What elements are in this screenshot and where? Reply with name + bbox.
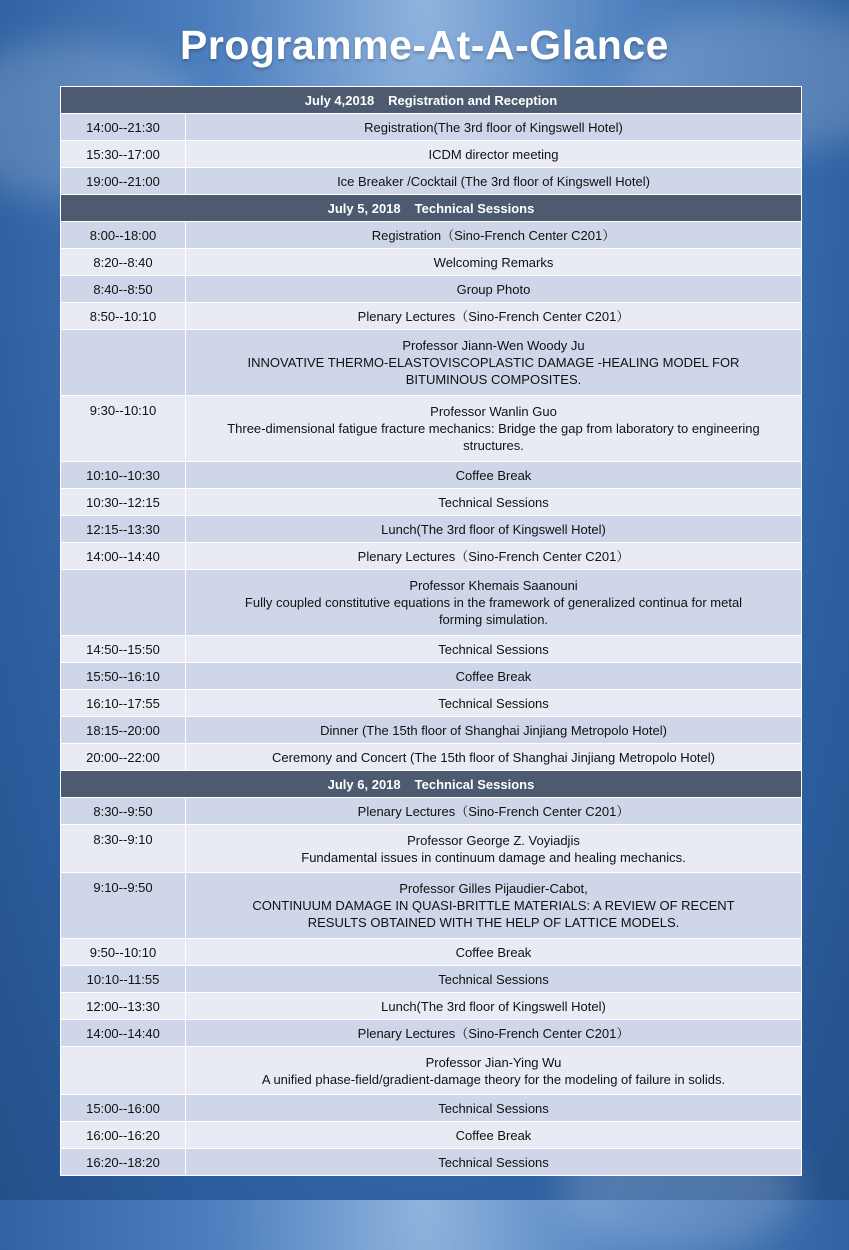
time-cell: 16:10--17:55 [61, 690, 186, 717]
lecture-title-line: forming simulation. [438, 612, 549, 627]
schedule-row [61, 1095, 802, 1122]
lecture-title-line: Fundamental issues in continuum damage and healing mechanics. [301, 849, 686, 865]
day-header-cell [61, 87, 802, 114]
event-text: Technical Sessions [438, 1100, 549, 1116]
schedule-row [61, 543, 802, 570]
schedule-row [61, 1122, 802, 1149]
event-cell [186, 303, 802, 330]
lecture-title-line: BITUMINOUS COMPOSITES. [405, 372, 582, 387]
schedule-row [61, 636, 802, 663]
schedule-row [61, 114, 802, 141]
event-cell [186, 717, 802, 744]
schedule-row [61, 570, 802, 636]
event-cell [186, 1020, 802, 1047]
event-text: ICDM director meeting [428, 146, 559, 162]
schedule-row [61, 1020, 802, 1047]
event-cell [186, 1095, 802, 1122]
day-header [61, 87, 802, 114]
schedule-row [61, 1047, 802, 1095]
lecture-title-line: RESULTS OBTAINED WITH THE HELP OF LATTICE MODELS. [307, 915, 680, 930]
event-cell [186, 993, 802, 1020]
schedule-row [61, 249, 802, 276]
schedule-row [61, 396, 802, 462]
event-cell [186, 1122, 802, 1149]
event-text: Technical Sessions [438, 641, 549, 657]
schedule-row [61, 939, 802, 966]
event-cell [186, 663, 802, 690]
schedule-row [61, 690, 802, 717]
event-text: Technical Sessions [438, 971, 549, 987]
event-cell [186, 690, 802, 717]
event-cell [186, 249, 802, 276]
day-date: July 4,2018 [304, 92, 375, 108]
time-cell: 10:30--12:15 [61, 489, 186, 516]
time-cell: 8:30--9:10 [61, 825, 186, 873]
event-text: Registration(The 3rd floor of Kingswell Hotel) [364, 119, 623, 135]
day-header-cell [61, 771, 802, 798]
event-cell [186, 570, 802, 636]
programme-body [61, 87, 802, 1176]
speaker-name: Professor Jian-Ying Wu [425, 1054, 562, 1070]
event-cell [186, 873, 802, 939]
event-cell [186, 543, 802, 570]
time-cell: 10:10--10:30 [61, 462, 186, 489]
event-cell [186, 636, 802, 663]
time-cell: 18:15--20:00 [61, 717, 186, 744]
schedule-row [61, 825, 802, 873]
schedule-row [61, 873, 802, 939]
speaker-name: Professor Jiann-Wen Woody Ju [402, 338, 585, 353]
event-cell [186, 1047, 802, 1095]
time-cell [61, 330, 186, 396]
schedule-row [61, 1149, 802, 1176]
event-text: Registration（Sino-French Center C201） [371, 227, 616, 243]
day-label: Technical Sessions [414, 776, 535, 792]
time-cell: 15:30--17:00 [61, 141, 186, 168]
time-cell: 16:00--16:20 [61, 1122, 186, 1149]
time-cell: 19:00--21:00 [61, 168, 186, 195]
lecture-title-line: Three-dimensional fatigue fracture mechanics: Bridge the gap from laboratory to engineering [227, 421, 760, 436]
day-date: July 5, 2018 [327, 200, 401, 216]
schedule-row [61, 993, 802, 1020]
day-date: July 6, 2018 [327, 776, 401, 792]
time-cell: 9:10--9:50 [61, 873, 186, 939]
time-cell: 8:00--18:00 [61, 222, 186, 249]
speaker-name: Professor George Z. Voyiadjis [407, 832, 580, 848]
event-cell [186, 744, 802, 771]
schedule-row [61, 516, 802, 543]
event-cell [186, 939, 802, 966]
schedule-row [61, 276, 802, 303]
time-cell: 14:00--14:40 [61, 543, 186, 570]
event-text: Technical Sessions [438, 494, 549, 510]
day-header [61, 195, 802, 222]
day-header-cell [61, 195, 802, 222]
lecture-title-line: CONTINUUM DAMAGE IN QUASI-BRITTLE MATERIALS: A REVIEW OF RECENT [252, 898, 735, 913]
time-cell: 14:50--15:50 [61, 636, 186, 663]
lecture-title-line: A unified phase-field/gradient-damage theory for the modeling of failure in solids. [261, 1071, 726, 1087]
time-cell: 9:30--10:10 [61, 396, 186, 462]
event-text: Coffee Break [455, 1127, 532, 1143]
schedule-row [61, 222, 802, 249]
schedule-row [61, 330, 802, 396]
event-text: Welcoming Remarks [433, 254, 554, 270]
time-cell: 14:00--14:40 [61, 1020, 186, 1047]
schedule-row [61, 462, 802, 489]
event-text: Group Photo [456, 281, 531, 297]
schedule-row [61, 744, 802, 771]
event-cell [186, 825, 802, 873]
schedule-row [61, 663, 802, 690]
event-text: Coffee Break [455, 668, 532, 684]
schedule-row [61, 717, 802, 744]
schedule-row [61, 798, 802, 825]
time-cell: 12:00--13:30 [61, 993, 186, 1020]
event-cell [186, 489, 802, 516]
event-text: Dinner (The 15th floor of Shanghai Jinjiang Metropolo Hotel) [320, 722, 667, 738]
time-cell: 8:50--10:10 [61, 303, 186, 330]
schedule-row [61, 168, 802, 195]
event-cell [186, 141, 802, 168]
event-text: Technical Sessions [438, 1154, 549, 1170]
day-label: Registration and Reception [388, 92, 558, 108]
event-text: Ceremony and Concert (The 15th floor of Shanghai Jinjiang Metropolo Hotel) [272, 749, 715, 765]
time-cell: 12:15--13:30 [61, 516, 186, 543]
time-cell: 10:10--11:55 [61, 966, 186, 993]
speaker-name: Professor Gilles Pijaudier-Cabot, [399, 881, 588, 896]
event-text: Coffee Break [455, 467, 532, 483]
event-text: Technical Sessions [438, 695, 549, 711]
event-text: Ice Breaker /Cocktail (The 3rd floor of Kingswell Hotel) [337, 173, 650, 189]
lecture-title-line: Fully coupled constitutive equations in the framework of generalized continua for metal [244, 595, 743, 610]
time-cell: 20:00--22:00 [61, 744, 186, 771]
schedule-row [61, 303, 802, 330]
event-text: Coffee Break [455, 944, 532, 960]
event-text: Plenary Lectures（Sino-French Center C201） [357, 1025, 630, 1041]
event-cell [186, 222, 802, 249]
time-cell: 16:20--18:20 [61, 1149, 186, 1176]
event-cell [186, 114, 802, 141]
time-cell: 8:40--8:50 [61, 276, 186, 303]
day-label: Technical Sessions [414, 200, 535, 216]
time-cell: 8:20--8:40 [61, 249, 186, 276]
time-cell [61, 570, 186, 636]
day-header [61, 771, 802, 798]
event-cell [186, 276, 802, 303]
schedule-row [61, 489, 802, 516]
event-text: Plenary Lectures（Sino-French Center C201） [357, 803, 630, 819]
time-cell [61, 1047, 186, 1095]
time-cell: 14:00--21:30 [61, 114, 186, 141]
time-cell: 9:50--10:10 [61, 939, 186, 966]
event-text: Lunch(The 3rd floor of Kingswell Hotel) [381, 521, 606, 537]
lecture-title-line: INNOVATIVE THERMO-ELASTOVISCOPLASTIC DAMAGE -HEALING MODEL FOR [247, 355, 740, 370]
schedule-row [61, 141, 802, 168]
schedule-row [61, 966, 802, 993]
event-cell [186, 168, 802, 195]
page-title: Programme-At-A-Glance [180, 22, 669, 68]
time-cell: 15:00--16:00 [61, 1095, 186, 1122]
event-text: Plenary Lectures（Sino-French Center C201） [357, 308, 630, 324]
event-cell [186, 330, 802, 396]
event-cell [186, 396, 802, 462]
programme-table [60, 86, 802, 1176]
lecture-title-line: structures. [463, 438, 524, 453]
event-text: Lunch(The 3rd floor of Kingswell Hotel) [381, 998, 606, 1014]
time-cell: 8:30--9:50 [61, 798, 186, 825]
event-cell [186, 462, 802, 489]
event-cell [186, 1149, 802, 1176]
event-cell [186, 516, 802, 543]
event-cell [186, 798, 802, 825]
time-cell: 15:50--16:10 [61, 663, 186, 690]
speaker-name: Professor Wanlin Guo [430, 404, 557, 419]
speaker-name: Professor Khemais Saanouni [409, 578, 578, 593]
event-text: Plenary Lectures（Sino-French Center C201） [357, 548, 630, 564]
event-cell [186, 966, 802, 993]
